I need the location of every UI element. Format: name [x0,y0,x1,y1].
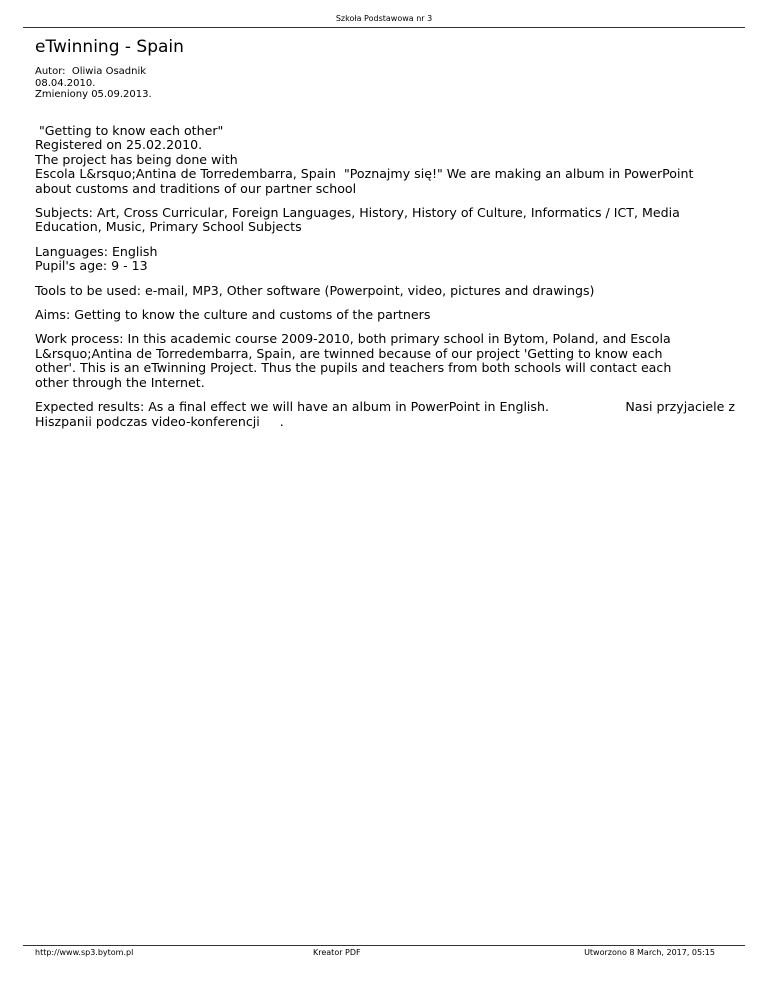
subjects-line: Education, Music, Primary School Subjects [35,219,302,235]
results-caption: Nasi przyjaciele z [625,399,735,415]
tools-paragraph [35,284,735,298]
work-line: L&rsquo;Antina de Torredembarra, Spain, are twinned because of our project 'Getting to know each [35,345,663,361]
date-line: 08.04.2010. [35,77,96,89]
intro-line: Registered on 25.02.2010. [35,137,203,153]
aims-paragraph [35,308,735,322]
work-process-paragraph [35,332,735,390]
article-body [35,124,735,429]
pupils-age-line: Pupil's age: 9 - 13 [35,258,148,274]
page-header-school: Szkoła Podstawowa nr 3 [335,14,433,23]
subjects-paragraph [35,206,735,235]
modified-line: Zmieniony 05.09.2013. [35,89,152,100]
work-line: other through the Internet. [35,374,205,390]
aims-line: Aims: Getting to know the culture and customs of the partners [35,307,431,323]
results-text: Expected results: As a final effect we will have an album in PowerPoint in English. [35,399,549,415]
intro-line: about customs and traditions of our partner school [35,180,357,196]
results-dot: . [279,413,284,429]
page-title: eTwinning - Spain [35,37,184,57]
author-line: Autor: Oliwia Osadnik [35,66,147,77]
article-meta [35,66,152,101]
work-line: other'. This is an eTwinning Project. Thus the pupils and teachers from both schools will contact each [35,360,672,376]
results-row [35,415,735,429]
intro-line: "Getting to know each other" [35,123,224,138]
footer-created: Utworzono 8 March, 2017, 05:15 [584,948,715,957]
footer-generator: Kreator PDF [313,948,361,957]
work-line: Work process: In this academic course 2009-2010, both primary school in Bytom, Poland, and Escola [35,331,671,347]
footer-divider [23,945,745,946]
languages-paragraph [35,245,735,274]
expected-results-paragraph [35,400,735,429]
results-caption: Hiszpanii podczas video-konferencji [35,413,260,429]
results-row [35,400,735,414]
tools-line: Tools to be used: e-mail, MP3, Other software (Powerpoint, video, pictures and drawings) [35,282,595,298]
intro-line: The project has being done with [35,151,238,167]
intro-line: Escola L&rsquo;Antina de Torredembarra, Spain "Poznajmy się!" We are making an album in PowerPoint [35,166,694,182]
intro-paragraph [35,124,735,196]
header-divider [23,27,745,28]
subjects-line: Subjects: Art, Cross Curricular, Foreign Languages, History, History of Culture, Informatics / ICT, Media [35,205,680,221]
languages-line: Languages: English [35,243,158,259]
footer-url: http://www.sp3.bytom.pl [35,948,134,957]
